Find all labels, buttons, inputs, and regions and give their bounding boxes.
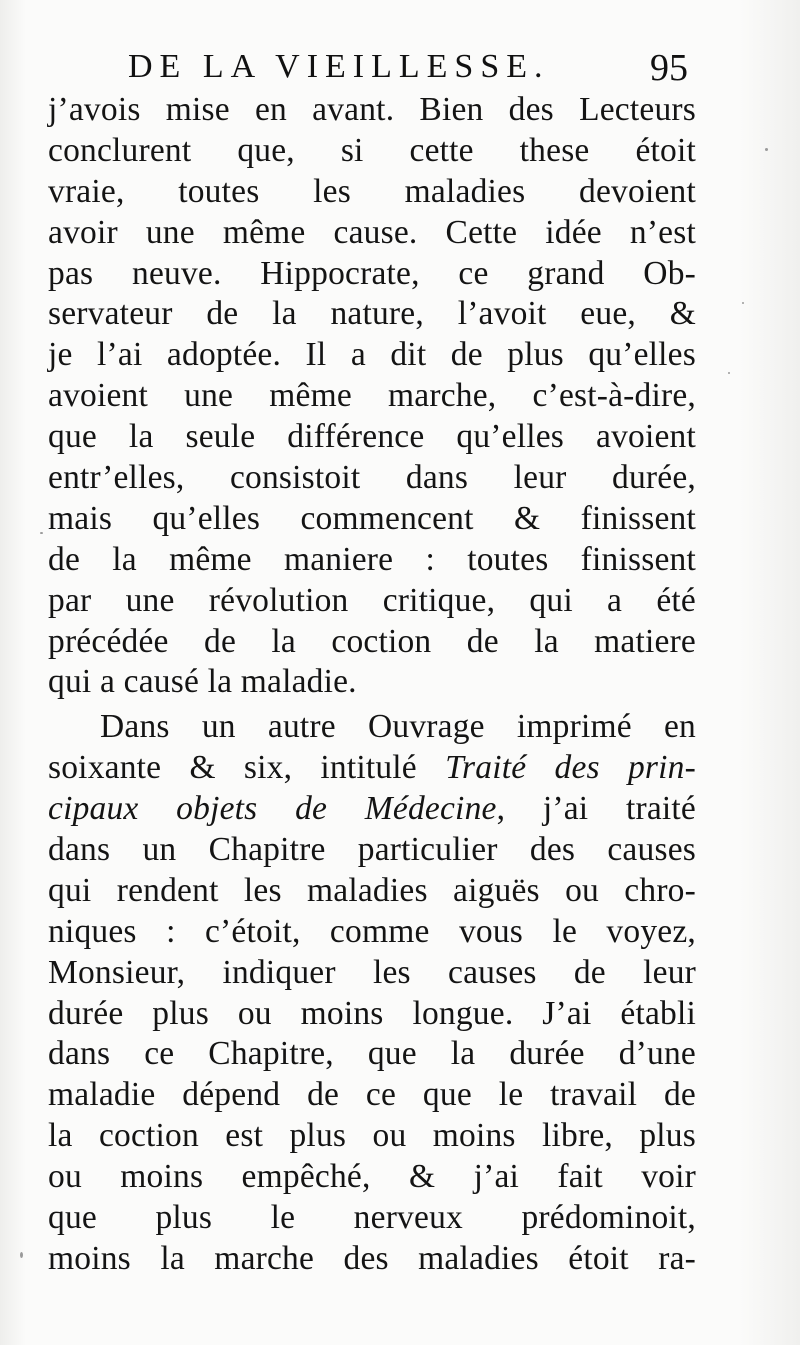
text-line: précédée de la coction de la matiere	[48, 622, 696, 660]
paper-speck	[765, 148, 768, 151]
paper-speck	[20, 1252, 23, 1258]
text-line: ou moins empêché, & j’ai fait voir	[48, 1158, 696, 1196]
text-line: par une révolution critique, qui a été	[48, 581, 696, 619]
text-line: conclurent que, si cette these étoit	[48, 131, 696, 169]
text-line: de la même maniere : toutes finissent	[48, 540, 696, 578]
text-line: mais qu’elles commencent & finissent	[48, 499, 696, 537]
text-line: j’avois mise en avant. Bien des Lecteurs	[48, 91, 696, 128]
book-title-italic: cipaux objets de Médecine	[48, 790, 497, 828]
book-title-italic: Traité des prin-	[445, 749, 696, 787]
text-line: avoient une même marche, c’est-à-dire,	[48, 377, 696, 415]
body-text	[48, 90, 696, 1280]
text-line: qui a causé la maladie.	[48, 663, 357, 701]
text-run: soixante & six, intitulé	[48, 749, 417, 787]
text-line: dans ce Chapitre, que la durée d’une	[48, 1035, 696, 1073]
text-line: durée plus ou moins longue. J’ai établi	[48, 994, 696, 1032]
text-line: moins la marche des maladies étoit ra-	[48, 1239, 696, 1277]
paper-speck	[728, 372, 730, 374]
text-line: que plus le nerveux prédominoit,	[48, 1199, 696, 1237]
text-line: vraie, toutes les maladies devoient	[48, 172, 696, 210]
text-line	[48, 789, 696, 830]
text-line	[48, 748, 696, 789]
text-line: que la seule différence qu’elles avoient	[48, 418, 696, 456]
text-line: servateur de la nature, l’avoit eue, &	[48, 295, 696, 333]
text-line: la coction est plus ou moins libre, plus	[48, 1117, 696, 1155]
page-number: 95	[650, 47, 688, 89]
running-head-title: DE LA VIEILLESSE.	[128, 48, 550, 85]
text-line: avoir une même cause. Cette idée n’est	[48, 213, 696, 251]
paragraph-2	[48, 707, 696, 1279]
paper-speck	[742, 302, 744, 304]
text-line: Monsieur, indiquer les causes de leur	[48, 953, 696, 991]
text-line: maladie dépend de ce que le travail de	[48, 1076, 696, 1114]
text-line: qui rendent les maladies aiguës ou chro-	[48, 871, 696, 909]
paper-speck	[40, 532, 43, 534]
page-edge-shadow	[740, 0, 800, 1345]
text-line: pas neuve. Hippocrate, ce grand Ob-	[48, 254, 696, 292]
running-head	[128, 42, 688, 94]
text-line: dans un Chapitre particulier des causes	[48, 831, 696, 869]
text-line: je l’ai adoptée. Il a dit de plus qu’elles	[48, 336, 696, 374]
page-gutter-shadow	[0, 0, 26, 1345]
text-run: , j’ai traité	[496, 790, 696, 828]
text-line: Dans un autre Ouvrage imprimé en	[100, 708, 696, 746]
paragraph-1	[48, 90, 696, 703]
text-line: niques : c’étoit, comme vous le voyez,	[48, 912, 696, 950]
text-line: entr’elles, consistoit dans leur durée,	[48, 459, 696, 497]
